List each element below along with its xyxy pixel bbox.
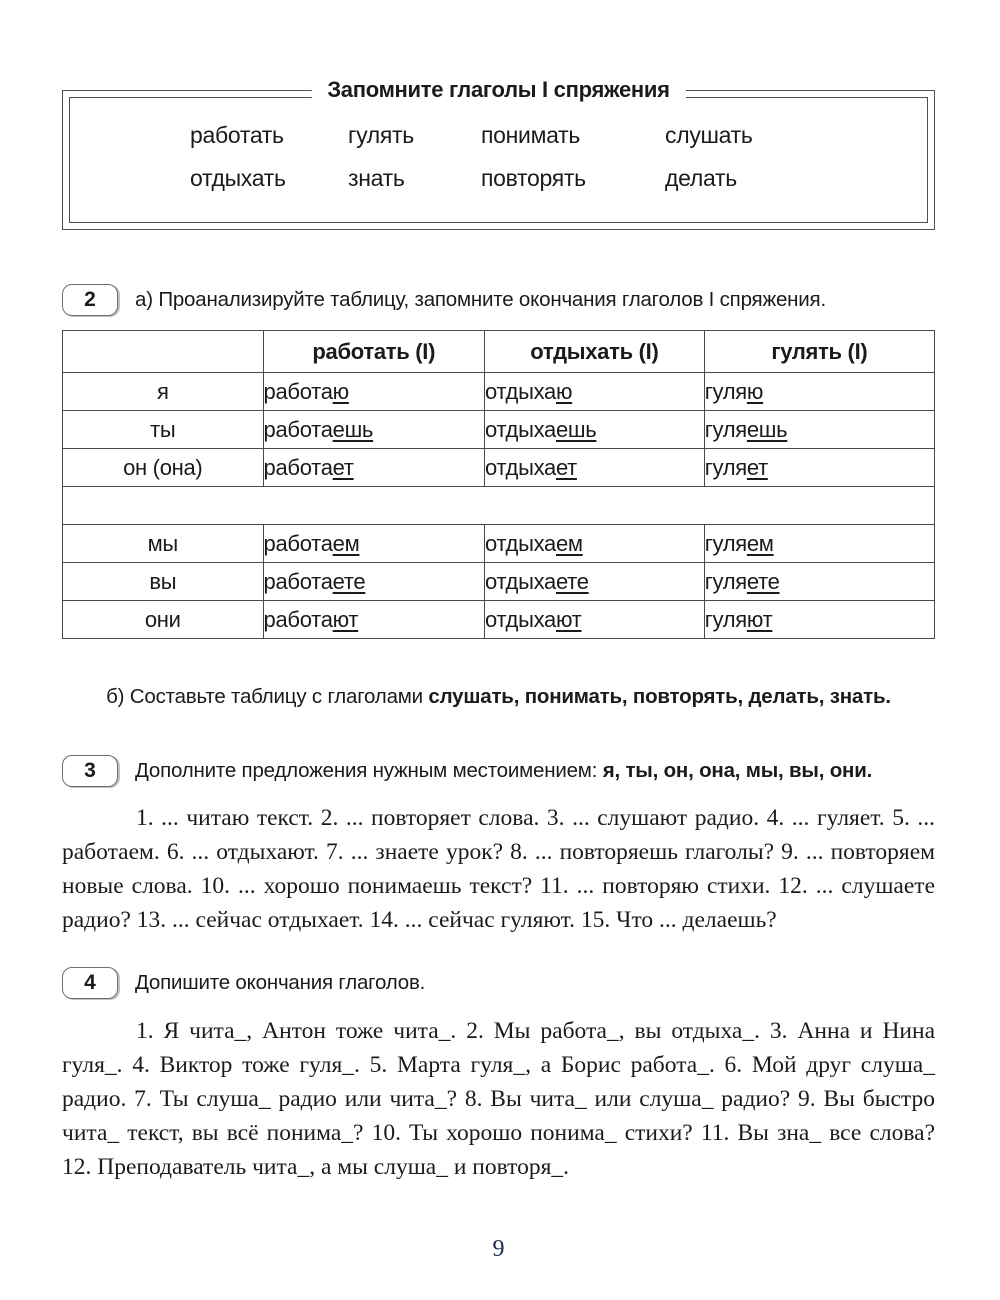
verb-ending: ете [332,568,366,594]
memo-verb-list [190,122,917,192]
verb-stem: отдыха [485,378,556,404]
verb-ending: ешь [555,416,597,442]
instruction-text: б) Составьте таблицу с глаголами [106,685,429,708]
verb-form-cell [704,601,934,639]
verb-form-cell [263,373,484,411]
instruction-bold-verbs: слушать, понимать, повторять, делать, знать. [428,685,891,708]
verb-stem: работа [263,454,333,480]
empty-header-cell [63,331,264,373]
verb-ending: ет [746,454,768,480]
verb-stem: отдыха [485,416,556,442]
exercise-4-sentences: 1. Я чита_, Антон тоже чита_. 2. Мы работа_, вы отдыха_. 3. Анна и Нина гуля_. 4. Виктор тоже гуля_. 5. Марта гуля_, а Борис работа_. 6. Мой друг слуша_ радио. 7. Ты слуша_ радио или чита_? 8. Вы чита_ или слуша_ радио? 9. Вы быстро чита_ текст, вы всё понима_? 10. Ты хорошо понима_ стихи? 11. Вы зна_ все слова? 12. Преподаватель чита_, а мы слуша_ и повторя_. [62,1018,935,1180]
pronoun-cell: я [63,373,264,411]
verb-stem: гуля [704,530,747,556]
verb-form-cell [263,411,484,449]
pronoun-cell: ты [63,411,264,449]
exercise-2-instruction: а) Проанализируйте таблицу, запомните окончания глаголов I спряжения. [135,288,826,311]
verb-form-cell [704,449,934,487]
verb-ending: ют [555,606,582,632]
memo-box-inner-border [69,97,928,223]
separator-cell [63,487,935,525]
exercise-2b-instruction [62,685,935,709]
verb-ending: ет [555,454,577,480]
exercise-number-badge: 3 [62,755,118,787]
exercise-4-instruction: Допишите окончания глаголов. [135,971,426,994]
verb-stem: гуля [704,606,747,632]
verb-ending: ю [332,378,349,404]
memo-verb: слушать [665,122,753,148]
verb-ending: ю [746,378,764,404]
pronoun-cell: он (она) [63,449,264,487]
table-header-row [63,331,935,373]
verb-stem: гуля [704,416,747,442]
exercise-3-header [62,755,935,787]
verb-form-cell [485,601,705,639]
instruction-bold-pronouns: я, ты, он, она, мы, вы, они. [602,759,873,782]
pronoun-cell: вы [63,563,264,601]
exercise-4-header [62,967,935,999]
exercise-number-badge: 4 [62,967,118,999]
verb-form-cell [485,411,705,449]
table-row [63,525,935,563]
verb-form-cell [704,373,934,411]
verb-stem: работа [263,530,333,556]
verb-form-cell [263,449,484,487]
verb-ending: ешь [746,416,788,442]
verb-ending: ем [332,530,360,556]
table-separator-row [63,487,935,525]
exercise-3-instruction [135,759,872,783]
memo-verb: гулять [348,122,414,148]
verb-stem: отдыха [485,606,556,632]
conjugation-table [62,330,935,639]
verb-stem: отдыха [485,568,556,594]
memo-verb: делать [665,165,737,191]
verb-ending: ю [555,378,573,404]
verb-stem: работа [263,416,333,442]
verb-ending: ешь [332,416,374,442]
page-content [62,77,935,1263]
verb-stem: отдыха [485,530,556,556]
verb-ending: ем [746,530,774,556]
table-row [63,563,935,601]
verb-stem: гуля [704,378,747,404]
verb-form-cell [704,563,934,601]
memo-verb: повторять [481,165,586,191]
verb-ending: ют [332,606,359,632]
memo-verb: отдыхать [190,165,286,191]
column-header: отдыхать (I) [485,331,705,373]
verb-form-cell [485,449,705,487]
verb-stem: работа [263,378,333,404]
verb-form-cell [485,563,705,601]
verb-form-cell [704,411,934,449]
verb-stem: гуля [704,454,747,480]
table-row [63,449,935,487]
column-header: гулять (I) [704,331,934,373]
verb-form-cell [263,563,484,601]
verb-stem: работа [263,568,333,594]
verb-stem: гуля [704,568,747,594]
verb-stem: отдыха [485,454,556,480]
verb-form-cell [485,373,705,411]
verb-form-cell [704,525,934,563]
verb-form-cell [263,601,484,639]
exercise-2-header [62,284,935,316]
exercise-3-sentences: 1. ... читаю текст. 2. ... повторяет слова. 3. ... слушают радио. 4. ... гуляет. 5. ... работаем. 6. ... отдыхают. 7. ... знаете урок? 8. ... повторяешь глаголы? 9. ... повторяем новые слова. 10. ... хорошо понимаешь текст? 11. ... повторяю стихи. 12. ... слушаете радио? 13. ... сейчас отдыхает. 14. ... сейчас гуляют. 15. Что ... делаешь? [62,805,935,933]
memo-box-title: Запомните глаголы I спряжения [311,77,685,103]
verb-ending: ют [746,606,773,632]
memo-verb: понимать [481,122,581,148]
instruction-text: Дополните предложения нужным местоимением: [135,759,603,782]
table-row [63,601,935,639]
pronoun-cell: они [63,601,264,639]
verb-ending: ете [746,568,780,594]
table-row [63,373,935,411]
verb-stem: работа [263,606,333,632]
verb-ending: ет [332,454,354,480]
memo-verb: работать [190,122,284,148]
exercise-number-badge: 2 [62,284,118,316]
verb-form-cell [485,525,705,563]
verb-form-cell [263,525,484,563]
memo-box [62,77,935,230]
column-header: работать (I) [263,331,484,373]
verb-ending: ете [555,568,589,594]
page-number: 9 [492,1236,505,1262]
table-row [63,411,935,449]
memo-verb: знать [348,165,405,191]
pronoun-cell: мы [63,525,264,563]
verb-ending: ем [555,530,583,556]
